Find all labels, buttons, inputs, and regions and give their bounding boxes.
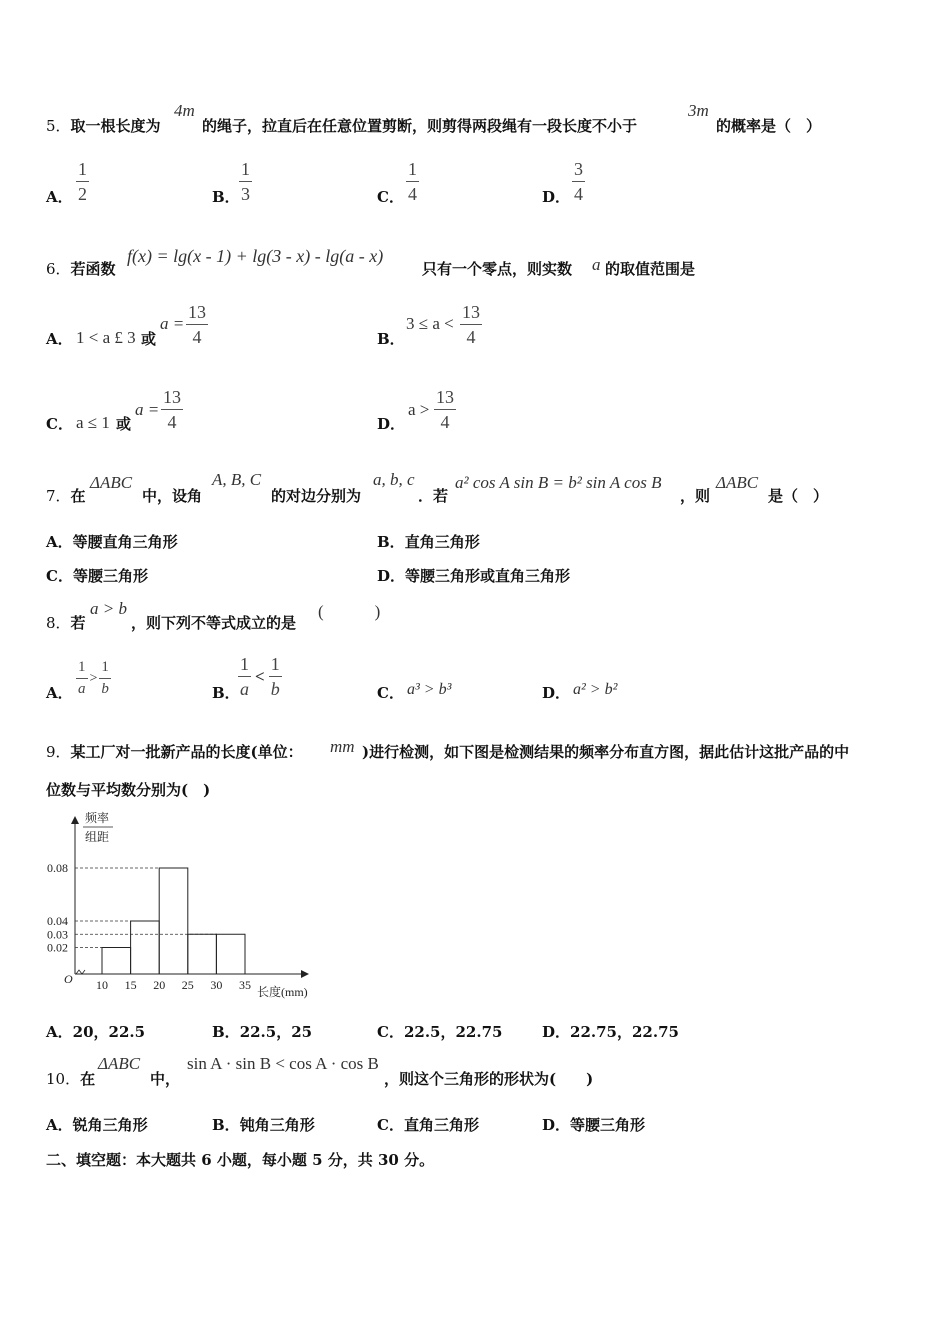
q6-a-expr: 1 < a £ 3 xyxy=(76,328,136,347)
q5-option-b-label: B． xyxy=(212,188,240,206)
q10-triangle: ΔABC xyxy=(98,1054,141,1073)
q6-text-b: 只有一个零点，则实数 xyxy=(422,260,573,278)
q8-option-d-label: D． xyxy=(542,684,571,702)
bar-20-25 xyxy=(159,868,188,974)
q9-option-d[interactable] xyxy=(542,1021,679,1042)
q9-number: 9． xyxy=(46,743,71,761)
q6-text-a: 若函数 xyxy=(70,260,116,278)
q10-option-b-text: 钝角三角形 xyxy=(239,1116,315,1134)
q5-d-num: 3 xyxy=(574,159,583,179)
q6-option-c[interactable] xyxy=(46,413,73,434)
q10-option-d-text: 等腰三角形 xyxy=(570,1116,646,1134)
q9-option-b-label: B． xyxy=(212,1023,240,1041)
bar-10-15 xyxy=(102,948,131,975)
q10-condition: sin A · sin B < cos A · cos B xyxy=(187,1054,379,1073)
q5-option-a-label: A． xyxy=(46,188,73,206)
y-axis-arrow xyxy=(71,816,79,824)
q10-text-a: 在 xyxy=(80,1070,96,1088)
x-tick-10: 10 xyxy=(96,978,108,992)
q8-a-expr xyxy=(76,660,111,697)
q8-a-rnum: 1 xyxy=(101,659,109,675)
q7-option-c-label: C． xyxy=(46,567,73,585)
q7-number: 7． xyxy=(46,487,71,505)
q6-c-num: 13 xyxy=(163,387,181,407)
bar-15-20 xyxy=(131,921,160,974)
q9-option-b[interactable] xyxy=(212,1021,312,1042)
bar-25-30 xyxy=(188,934,217,974)
q6-d-frac xyxy=(434,388,456,431)
q6-option-c-label: C． xyxy=(46,415,73,433)
q8-a-op: > xyxy=(89,670,98,686)
q6-d-den: 4 xyxy=(440,412,450,432)
q5-option-a[interactable] xyxy=(46,186,73,207)
q9-option-d-label: D． xyxy=(542,1023,571,1041)
q6-c-den: 4 xyxy=(167,412,177,432)
q5-option-c-frac xyxy=(406,160,419,203)
q10-text-c: ，则这个三角形的形状为( ) xyxy=(384,1070,594,1088)
q5-option-c[interactable] xyxy=(377,186,404,207)
x-axis-arrow xyxy=(301,970,309,978)
q5-text-c: 的概率是（ ） xyxy=(716,117,822,135)
q7-option-d[interactable] xyxy=(377,565,570,586)
q8-b-lnum: 1 xyxy=(240,654,249,674)
q9-option-a-label: A． xyxy=(46,1023,73,1041)
q7-option-c[interactable] xyxy=(46,565,148,586)
q9-option-c-label: C． xyxy=(377,1023,404,1041)
q7-text-a: 在 xyxy=(70,487,86,505)
q5-length-3m: 3m xyxy=(688,101,709,120)
q10-option-a-text: 锐角三角形 xyxy=(72,1116,148,1134)
q8-b-lden: a xyxy=(240,679,249,699)
y-tick-0.03: 0.03 xyxy=(47,927,68,942)
q7-triangle: ΔABC xyxy=(90,473,133,492)
y-label-top: 频率 xyxy=(85,811,110,825)
q8-b-rden: b xyxy=(270,679,280,699)
q7-option-d-label: D． xyxy=(377,567,406,585)
q6-c-eq: a = xyxy=(135,400,160,419)
q6-b-num: 13 xyxy=(462,302,480,322)
q10-option-a-label: A． xyxy=(46,1116,73,1134)
q9-option-a-text: 20，22.5 xyxy=(72,1023,146,1041)
q6-c-expr: a ≤ 1 xyxy=(76,413,110,432)
q6-a-eq: a = xyxy=(160,314,185,333)
q7-equation: a² cos A sin B = b² sin A cos B xyxy=(455,473,662,492)
q8-option-c-label: C． xyxy=(377,684,404,702)
q5-d-den: 4 xyxy=(574,184,583,204)
q5-b-num: 1 xyxy=(241,159,250,179)
q10-number: 10． xyxy=(46,1070,81,1088)
q7-text-d: ．若 xyxy=(418,487,449,505)
q7-option-a-text: 等腰直角三角形 xyxy=(72,533,178,551)
q9-option-c[interactable] xyxy=(377,1021,502,1042)
q6-option-a-label: A． xyxy=(46,330,73,348)
q6-option-b[interactable] xyxy=(377,328,405,349)
q5-length-4m: 4m xyxy=(174,101,195,120)
q6-a-den: 4 xyxy=(192,327,202,347)
q6-b-den: 4 xyxy=(466,327,476,347)
q5-text-a: 取一根长度为 xyxy=(70,117,161,135)
q6-b-expr: 3 ≤ a < xyxy=(406,314,454,333)
q6-a-frac xyxy=(186,303,208,346)
bar-30-35 xyxy=(216,934,245,974)
q5-text-b: 的绳子，拉直后在任意位置剪断，则剪得两段绳有一段长度不小于 xyxy=(202,117,638,135)
x-tick-35: 35 xyxy=(239,978,251,992)
q5-option-d[interactable] xyxy=(542,186,570,207)
q8-text-b: ，则下列不等式成立的是 xyxy=(131,614,297,632)
q5-option-d-label: D． xyxy=(542,188,571,206)
q5-c-den: 4 xyxy=(408,184,417,204)
q8-option-a[interactable] xyxy=(46,682,73,703)
q8-c-expr: a³ > b³ xyxy=(407,681,452,698)
q6-a-num: 13 xyxy=(188,302,206,322)
q9-unit: mm xyxy=(330,737,355,756)
q10-text-b: 中， xyxy=(150,1070,181,1088)
q8-option-a-label: A． xyxy=(46,684,73,702)
frequency-histogram xyxy=(45,808,325,1003)
q7-option-a-label: A． xyxy=(46,533,73,551)
q6-d-expr: a > xyxy=(408,400,430,419)
q7-text-f: 是（ ） xyxy=(768,487,829,505)
q6-option-d-label: D． xyxy=(377,415,406,433)
q10-option-d[interactable] xyxy=(542,1114,645,1135)
q5-stem xyxy=(46,115,161,136)
q6-d-num: 13 xyxy=(436,387,454,407)
q8-a-rden: b xyxy=(101,681,109,697)
q9-option-c-text: 22.5，22.75 xyxy=(403,1023,503,1041)
q8-a-lden: a xyxy=(78,681,86,697)
q8-paren: ( ) xyxy=(318,602,381,621)
q6-stem xyxy=(46,258,116,279)
origin-label: O xyxy=(64,972,73,986)
q6-a-or: 或 xyxy=(141,330,157,348)
q7-option-b-label: B． xyxy=(377,533,405,551)
q7-triangle-2: ΔABC xyxy=(716,473,759,492)
q7-stem xyxy=(46,485,86,506)
q7-option-a[interactable] xyxy=(46,531,178,552)
q7-option-d-text: 等腰三角形或直角三角形 xyxy=(405,567,571,585)
q6-option-b-label: B． xyxy=(377,330,405,348)
q8-option-c[interactable] xyxy=(377,682,404,703)
q5-option-c-label: C． xyxy=(377,188,404,206)
x-tick-30: 30 xyxy=(210,978,223,992)
q5-a-num: 1 xyxy=(78,159,87,179)
section-2-heading: 二、填空题：本大题共 6 小题，每小题 5 分，共 30 分。 xyxy=(46,1151,435,1169)
q6-c-frac xyxy=(161,388,183,431)
q10-option-a[interactable] xyxy=(46,1114,148,1135)
q9-option-d-text: 22.75，22.75 xyxy=(570,1023,679,1041)
q6-option-a[interactable] xyxy=(46,328,73,349)
q7-angles: A, B, C xyxy=(212,470,262,489)
q7-option-c-text: 等腰三角形 xyxy=(72,567,148,585)
q7-option-b-text: 直角三角形 xyxy=(404,533,480,551)
q10-stem xyxy=(46,1068,95,1089)
q5-option-d-frac xyxy=(572,160,585,203)
q5-option-a-frac xyxy=(76,160,89,203)
q8-number: 8． xyxy=(46,614,71,632)
q7-text-c: 的对边分别为 xyxy=(271,487,362,505)
q8-condition: a > b xyxy=(90,599,127,618)
x-axis-label: 长度(mm) xyxy=(257,985,308,999)
q8-d-expr: a² > b² xyxy=(573,681,618,698)
q10-option-d-label: D． xyxy=(542,1116,571,1134)
axis-break-mark xyxy=(76,970,85,974)
q9-text-b: )进行检测，如下图是检测结果的频率分布直方图，据此估计这批产品的中 xyxy=(362,743,850,761)
q8-a-lnum: 1 xyxy=(78,659,86,675)
q9-text-a: 某工厂对一批新产品的长度(单位： xyxy=(70,743,303,761)
q6-b-frac xyxy=(460,303,482,346)
q6-var-a: a xyxy=(592,255,601,274)
q7-text-e: ，则 xyxy=(680,487,711,505)
y-tick-0.04: 0.04 xyxy=(47,914,68,928)
q5-option-b[interactable] xyxy=(212,186,240,207)
x-tick-25: 25 xyxy=(181,978,194,992)
q6-text-c: 的取值范围是 xyxy=(605,260,696,278)
q6-number: 6． xyxy=(46,260,71,278)
q9-text-c: 位数与平均数分别为( ) xyxy=(46,781,211,799)
q7-text-b: 中，设角 xyxy=(142,487,203,505)
q8-option-d[interactable] xyxy=(542,682,570,703)
y-tick-0.08: 0.08 xyxy=(47,861,68,875)
q6-function: f(x) = lg(x - 1) + lg(3 - x) - lg(a - x) xyxy=(127,246,384,266)
q6-c-or: 或 xyxy=(116,415,132,433)
q5-a-den: 2 xyxy=(78,184,87,204)
q10-option-c-text: 直角三角形 xyxy=(403,1116,479,1134)
q5-c-num: 1 xyxy=(408,159,417,179)
q8-b-op: < xyxy=(255,666,265,686)
q9-option-a[interactable] xyxy=(46,1021,145,1042)
x-tick-15: 15 xyxy=(124,978,137,992)
q10-option-b-label: B． xyxy=(212,1116,240,1134)
y-tick-0.02: 0.02 xyxy=(47,940,68,955)
q8-text-a: 若 xyxy=(70,614,86,632)
x-tick-20: 20 xyxy=(153,978,166,992)
q10-option-c[interactable] xyxy=(377,1114,479,1135)
q8-b-rnum: 1 xyxy=(270,654,280,674)
q8-stem xyxy=(46,612,86,633)
q6-option-d[interactable] xyxy=(377,413,405,434)
q8-b-expr xyxy=(238,655,282,698)
y-label-bottom: 组距 xyxy=(85,830,110,844)
q10-option-c-label: C． xyxy=(377,1116,404,1134)
q5-option-b-frac xyxy=(239,160,252,203)
q8-option-b[interactable] xyxy=(212,682,240,703)
q5-b-den: 3 xyxy=(241,184,250,204)
q7-sides: a, b, c xyxy=(373,470,415,489)
q10-option-b[interactable] xyxy=(212,1114,315,1135)
q7-option-b[interactable] xyxy=(377,531,480,552)
q8-option-b-label: B． xyxy=(212,684,240,702)
q5-number: 5． xyxy=(46,117,71,135)
q9-option-b-text: 22.5，25 xyxy=(239,1023,313,1041)
q9-stem-line1 xyxy=(46,741,303,762)
